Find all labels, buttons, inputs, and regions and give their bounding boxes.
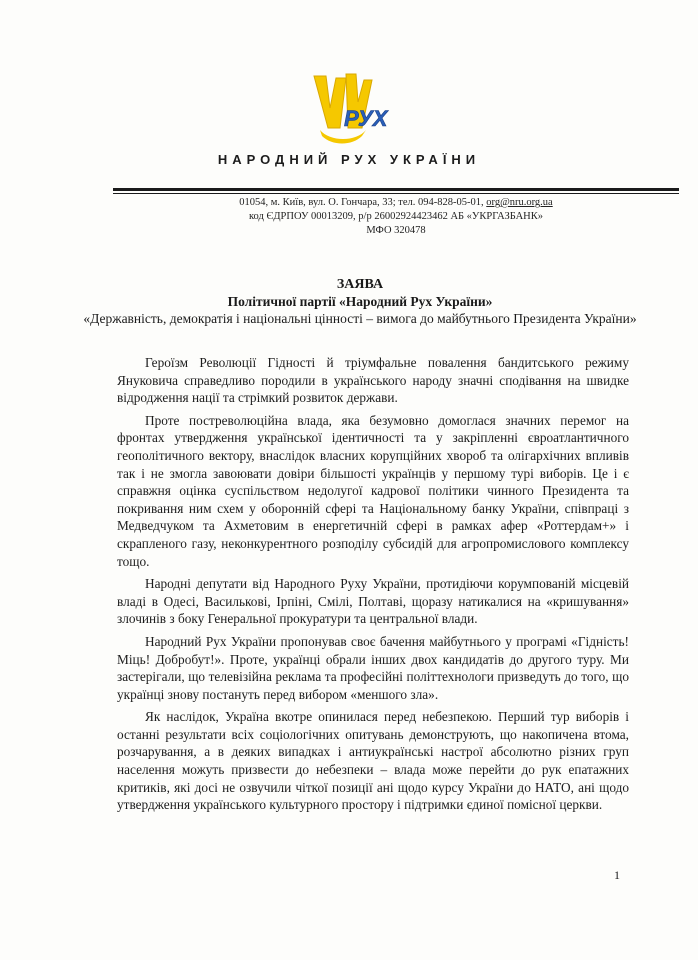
contact-line-bank: код ЄДРПОУ 00013209, р/р 26002924423462 АБ «УКРГАЗБАНК» xyxy=(248,211,544,222)
statement-title: ЗАЯВА xyxy=(336,277,384,292)
header-divider-thick xyxy=(113,188,679,191)
party-logo xyxy=(300,68,400,148)
contact-email-link[interactable]: org@nru.org.ua xyxy=(486,197,553,208)
statement-subtitle: Політичної партії «Народний Рух України» xyxy=(227,294,493,309)
statement-quote: «Державність, демократія і національні цінності – вимога до майбутнього Президента України» xyxy=(83,311,637,326)
body-paragraph-4: Народний Рух України пропонував своє бачення майбутнього у програмі «Гідність! Міць! Добробут!». Проте, українці обрали інших двох кандидатів до другого туру. Ми застерігали, що телевізійна реклама та професійні політтехнологи призведуть до того, що українці знову постануть перед вибором «меншого зла». xyxy=(117,633,629,702)
logo-lettering: РУХ xyxy=(344,106,388,131)
body-paragraph-5: Як наслідок, Україна вкотре опинилася перед небезпекою. Перший тур виборів і останні результати всіх соціологічних опитувань демонструють, що накопичена втома, розчарування, а в деяких випадках і антиукраїнські настрої абсолютно різних груп населення можуть призвести до небезпеки – влада може перейти до рук епатажних критиків, які досі не озвучили чіткої позиції ані щодо курсу України до НАТО, ані щодо утвердження українського культурного простору і підтримки єдиної помісної церкви. xyxy=(117,709,629,813)
body-paragraph-3: Народні депутати від Народного Руху України, протидіючи корумпованій місцевій владі в Одесі, Василькові, Ірпіні, Смілі, Полтаві, щоразу натикалися на «кришування» злочинів з боку Генеральної прокуратури та центральної влади. xyxy=(117,576,629,627)
contact-address: 01054, м. Київ, вул. О. Гончара, 33; тел. 094-828-05-01, xyxy=(239,197,484,208)
header-divider-thin xyxy=(113,193,679,194)
statement-heading xyxy=(80,276,640,327)
organization-name: НАРОДНИЙ РУХ УКРАЇНИ xyxy=(217,152,481,167)
body-paragraph-1: Героїзм Революції Гідності й тріумфальне повалення бандитського режиму Януковича справедливо породили в українського народу значні сподівання на швидке відродження нації та стрімкий розвиток держави. xyxy=(117,355,629,406)
contact-line-mfo: МФО 320478 xyxy=(366,225,426,236)
contact-block xyxy=(113,196,679,238)
party-logo-graphic xyxy=(300,68,400,148)
body-paragraph-2: Проте постреволюційна влада, яка безумовно домоглася значних перемог на фронтах утвердження української ідентичності та у закріпленні євроатлантичного геополітичного вектору, внаслідок власних корупційних хвороб та олігархічних впливів так і не змогла завоювати довіри більшості українців у першому турі виборів. Це і є справжня оцінка суспільством недолугої кадрової політики чинного Президента та покривання ним схем у оборонній сфері та Національному банку України, співпраці з Медведчуком та Ахметовим в енергетичній сфері в рамках афер «Роттердам+» і скрапленого газу, неконкурентного розподілу субсидій для агропромислового комплексу тощо. xyxy=(117,412,629,569)
page-number: 1 xyxy=(614,868,620,882)
statement-body xyxy=(117,354,629,819)
contact-line-address xyxy=(113,196,679,210)
